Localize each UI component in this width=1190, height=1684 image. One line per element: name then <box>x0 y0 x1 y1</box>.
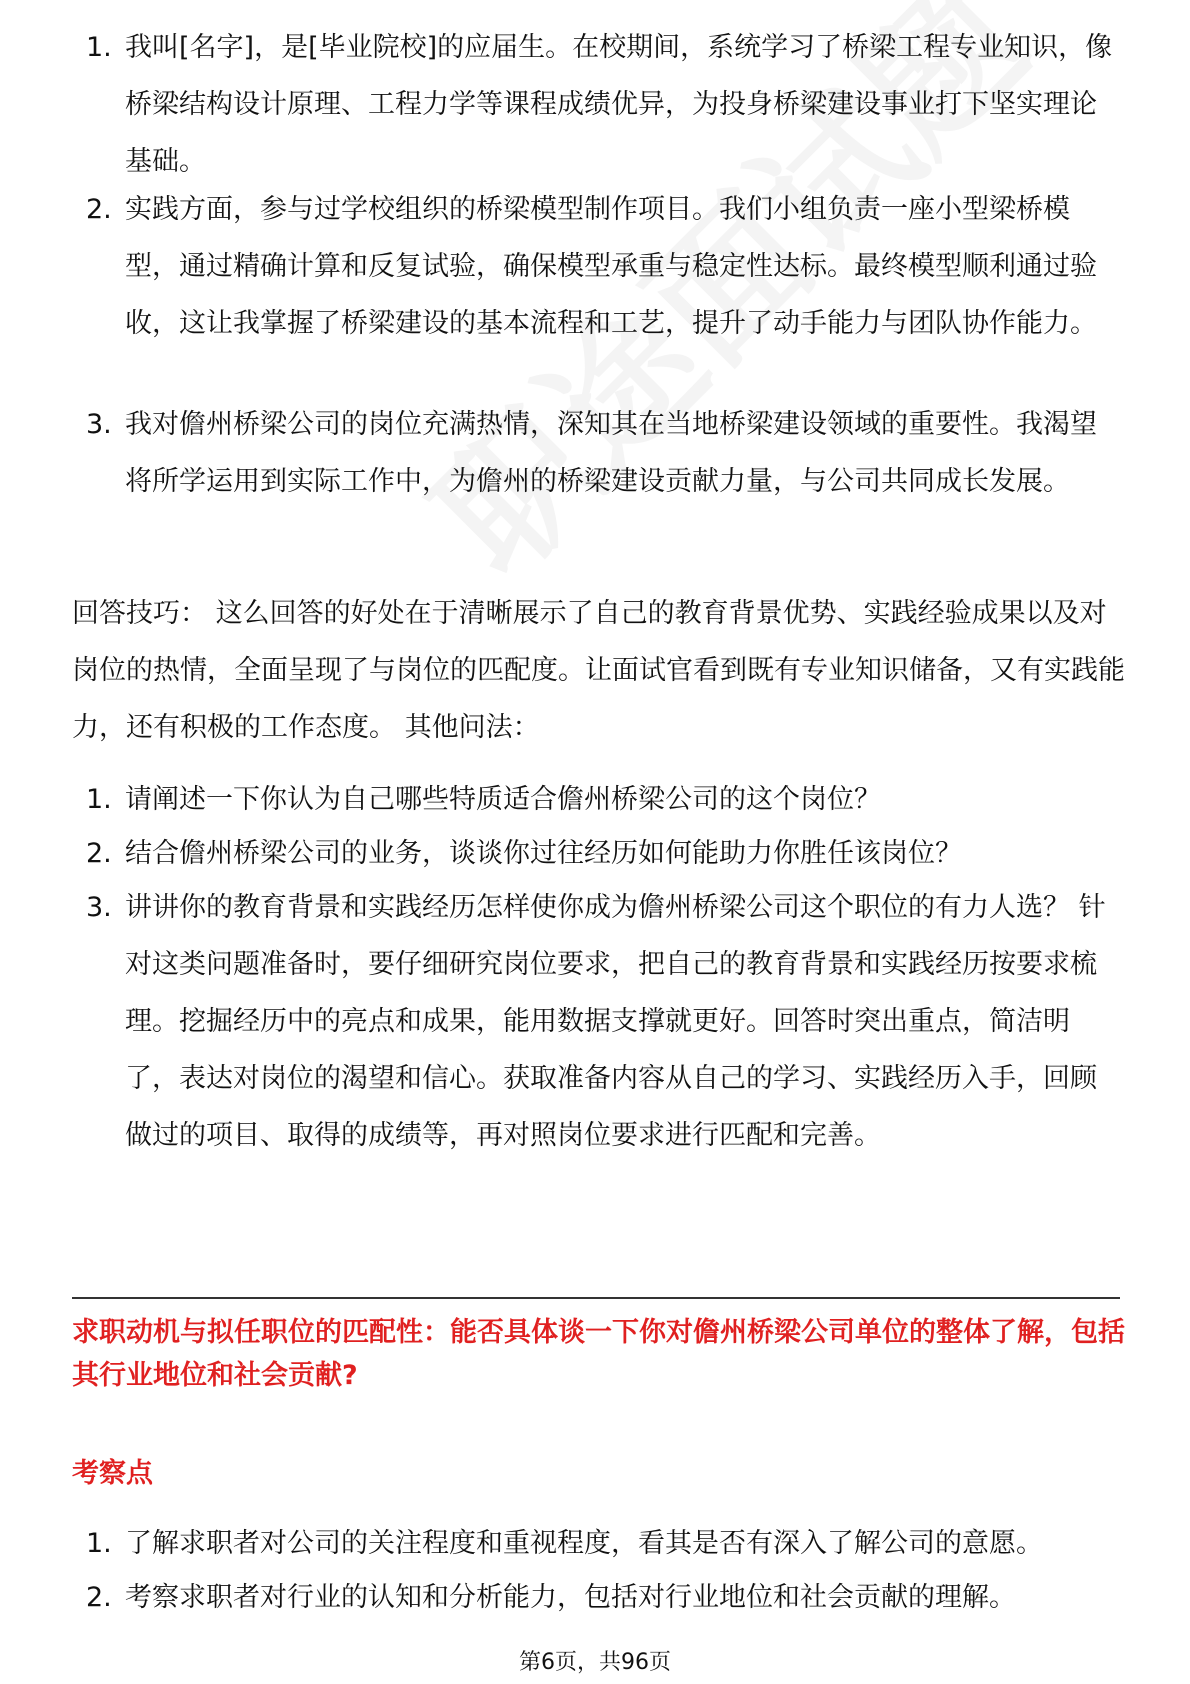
tips-paragraph: 回答技巧： 这么回答的好处在于清晰展示了自己的教育背景优势、实践经验成果以及对岗位的热情，全面呈现了与岗位的匹配度。让面试官看到既有专业知识储备，又有实践能力，还有积极的工作态度。 其他问法： <box>72 598 1125 743</box>
list-text: 讲讲你的教育背景和实践经历怎样使你成为儋州桥梁公司这个职位的有力人选？ 针对这类问题准备时，要仔细研究岗位要求，把自己的教育背景和实践经历按要求梳理。挖掘经历中的亮点和成果，能用数据支撑就更好。回答时突出重点，简洁明了，表达对岗位的渴望和信心。获取准备内容从自己的学习、实践经历入手，回顾做过的项目、取得的成绩等，再对照岗位要求进行匹配和完善。 <box>125 892 1106 1151</box>
list-text: 考察求职者对行业的认知和分析能力，包括对行业地位和社会贡献的理解。 <box>125 1582 1016 1613</box>
section-divider <box>72 1297 1120 1299</box>
list-item <box>72 19 1122 190</box>
list-item <box>72 1569 1122 1626</box>
list-number: 3. <box>86 892 112 923</box>
list-item <box>72 181 1122 352</box>
question-title: 求职动机与拟任职位的匹配性：能否具体谈一下你对儋州桥梁公司单位的整体了解，包括其行业地位和社会贡献? <box>72 1317 1125 1391</box>
list-item <box>72 825 1122 882</box>
list-number: 2. <box>86 838 112 869</box>
list-text: 结合儋州桥梁公司的业务，谈谈你过往经历如何能助力你胜任该岗位？ <box>125 838 962 869</box>
list-text: 我对儋州桥梁公司的岗位充满热情，深知其在当地桥梁建设领域的重要性。我渴望将所学运用到实际工作中，为儋州的桥梁建设贡献力量，与公司共同成长发展。 <box>125 409 1097 497</box>
page-number: 第6页，共96页 <box>519 1650 671 1675</box>
list-item <box>72 879 1122 1164</box>
list-item <box>72 771 1122 828</box>
list-text: 了解求职者对公司的关注程度和重视程度，看其是否有深入了解公司的意愿。 <box>125 1528 1043 1559</box>
list-text: 我叫[名字]，是[毕业院校]的应届生。在校期间，系统学习了桥梁工程专业知识，像桥梁结构设计原理、工程力学等课程成绩优异，为投身桥梁建设事业打下坚实理论基础。 <box>125 32 1113 177</box>
list-text: 实践方面，参与过学校组织的桥梁模型制作项目。我们小组负责一座小型梁桥模型，通过精确计算和反复试验，确保模型承重与稳定性达标。最终模型顺利通过验收，这让我掌握了桥梁建设的基本流程和工艺，提升了动手能力与团队协作能力。 <box>125 194 1097 339</box>
list-text: 请阐述一下你认为自己哪些特质适合儋州桥梁公司的这个岗位？ <box>125 784 881 815</box>
list-number: 1. <box>86 784 112 815</box>
list-item <box>72 396 1122 510</box>
list-number: 2. <box>86 194 112 225</box>
points-heading: 考察点 <box>72 1458 153 1489</box>
list-number: 1. <box>86 1528 112 1559</box>
list-number: 2. <box>86 1582 112 1613</box>
list-number: 3. <box>86 409 112 440</box>
list-item <box>72 1515 1122 1572</box>
list-number: 1. <box>86 32 112 63</box>
